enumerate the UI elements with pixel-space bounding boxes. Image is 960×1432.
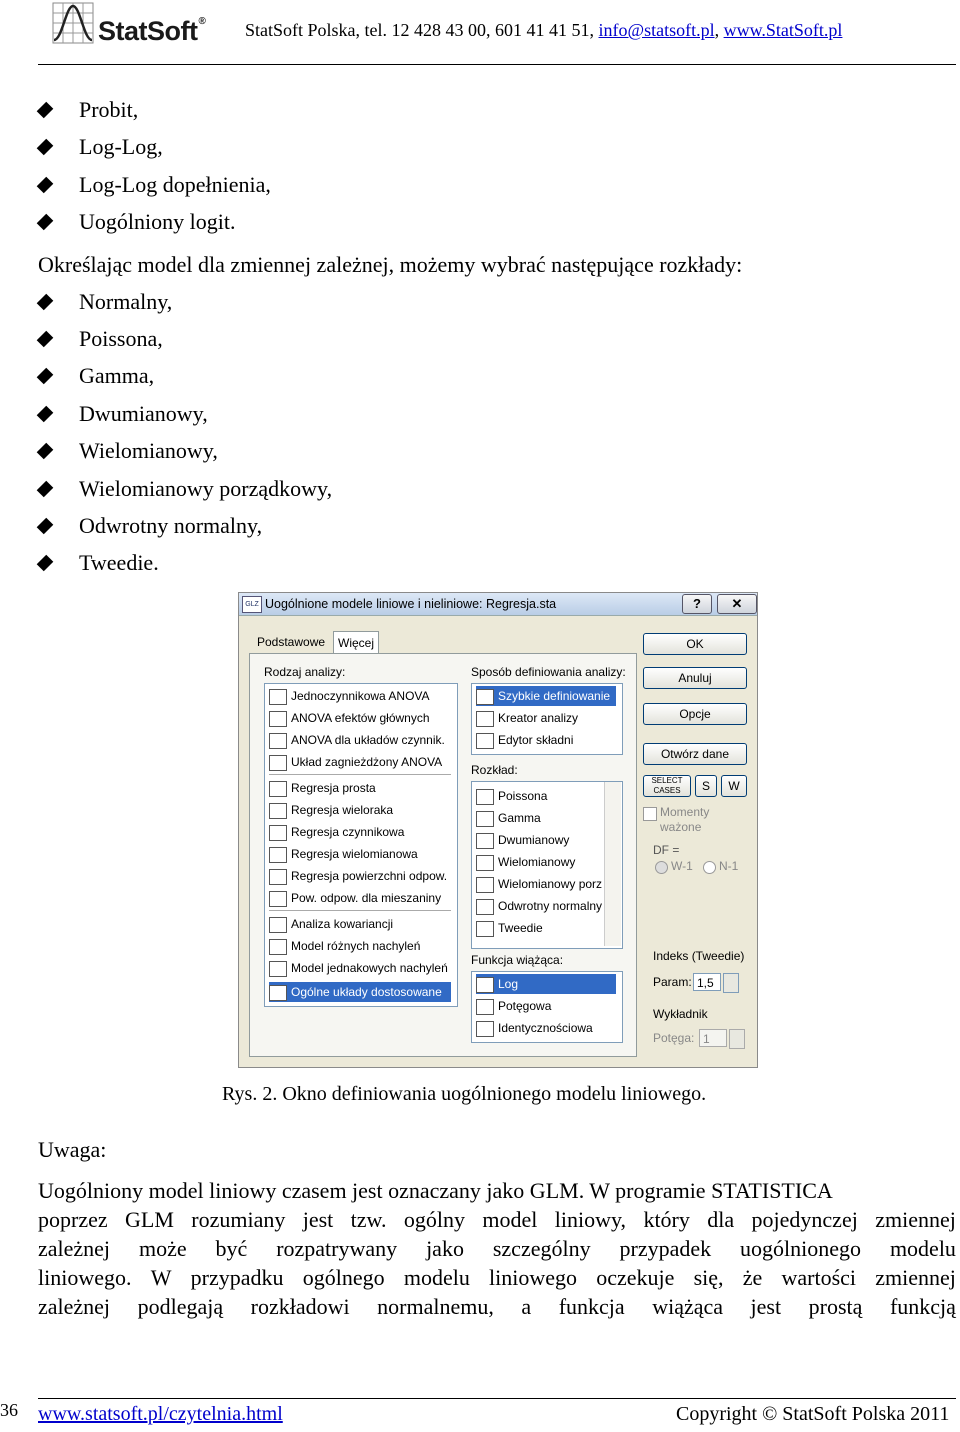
list-item: Log-Log dopełnienia, [79, 172, 271, 197]
covariance-icon [269, 917, 287, 933]
statsoft-logo-mark-icon [52, 2, 94, 44]
select-cases-button[interactable]: SELECT CASES [643, 775, 691, 797]
tweedie-index-label: Indeks (Tweedie) [653, 949, 745, 963]
df-w1-label: W-1 [671, 859, 693, 873]
power-input[interactable]: 1 [699, 1029, 727, 1047]
distribution-item[interactable]: Odwrotny normalny [476, 896, 602, 916]
analysis-item[interactable]: Pow. odpow. dla mieszaniny [269, 888, 441, 908]
analysis-item[interactable]: ANOVA efektów głównych [269, 708, 430, 728]
tab-wiecej[interactable]: Więcej [333, 631, 379, 654]
analysis-item[interactable]: Jednoczynnikowa ANOVA [269, 686, 430, 706]
analysis-item[interactable]: Regresja wielomianowa [269, 844, 418, 864]
histogram-icon [476, 921, 494, 937]
exponent-label: Wykładnik [653, 1007, 708, 1021]
header-contact [245, 20, 842, 41]
df-label: DF = [653, 843, 680, 857]
regression-factorial-icon [269, 825, 287, 841]
analysis-item[interactable]: Model różnych nachyleń [269, 936, 420, 956]
distribution-item[interactable]: Wielomianowy [476, 852, 575, 872]
df-n1-label: N-1 [719, 859, 739, 873]
df-w1-radio[interactable] [655, 861, 668, 874]
page-number: 36 [0, 1400, 18, 1420]
anova-oneway-icon [269, 689, 287, 705]
curve-icon [476, 811, 494, 827]
dialog-titlebar [239, 593, 757, 616]
logo-registered: ® [198, 16, 206, 27]
bullet-icon [37, 331, 54, 348]
footer-url-link[interactable]: www.statsoft.pl/czytelnia.html [38, 1403, 283, 1425]
header-company: StatSoft Polska, tel. 12 428 43 00, 601 41 41 51, [245, 20, 595, 40]
bullet-icon [37, 443, 54, 460]
link-item[interactable]: Potęgowa [476, 996, 551, 1016]
distribution-list [471, 781, 623, 949]
footer-copyright: Copyright © StatSoft Polska 2011 [676, 1403, 950, 1425]
analysis-item-selected[interactable]: Ogólne układy dostosowane [269, 982, 451, 1002]
list-item: Tweedie. [79, 550, 159, 575]
list-separator [269, 774, 451, 775]
link-item[interactable]: Identycznościowa [476, 1018, 593, 1038]
paragraph-line: liniowego. W przypadku ogólnego modelu liniowego oczekuje się, że wartości zmiennej [38, 1265, 956, 1290]
spec-item[interactable]: Kreator analizy [476, 708, 578, 728]
header-email-link[interactable]: info@statsoft.pl [598, 20, 715, 40]
power-spinner[interactable] [729, 1029, 745, 1049]
spec-item[interactable]: Edytor składni [476, 730, 573, 750]
paragraph-line: poprzez GLM rozumiany jest tzw. ogólny model liniowy, który dla pojedynczej zmiennej [38, 1207, 956, 1232]
dialog-title: Uogólnione modele liniowe i nieliniowe: Regresja.sta [265, 597, 557, 611]
analysis-item[interactable]: Układ zagnieżdżony ANOVA [269, 752, 442, 772]
mixture-surface-icon [269, 891, 287, 907]
link-function-list [471, 971, 623, 1043]
open-data-button[interactable]: Otwórz dane [643, 743, 747, 765]
s-button[interactable]: S [695, 775, 717, 797]
bullet-icon [37, 177, 54, 194]
distribution-item[interactable]: Gamma [476, 808, 541, 828]
analysis-item[interactable]: Regresja powierzchni odpow. [269, 866, 447, 886]
power-curve-icon [476, 999, 494, 1015]
list-item: Log-Log, [79, 134, 163, 159]
ok-button[interactable]: OK [643, 633, 747, 655]
help-button[interactable]: ? [682, 594, 712, 614]
bullet-icon [37, 518, 54, 535]
quick-specs-icon [476, 689, 494, 705]
spec-method-label: Sposób definiowania analizy: [471, 665, 626, 679]
note-heading: Uwaga: [38, 1137, 107, 1162]
df-n1-radio[interactable] [703, 861, 716, 874]
spec-method-list [471, 683, 623, 755]
analysis-item[interactable]: Model jednakowych nachyleń [269, 958, 448, 978]
distribution-item[interactable]: Tweedie [476, 918, 543, 938]
close-button[interactable]: ✕ [717, 594, 757, 614]
header-separator: , [714, 20, 720, 40]
footer-rule [38, 1398, 956, 1399]
cancel-button[interactable]: Anuluj [643, 667, 747, 689]
histogram-icon [476, 789, 494, 805]
bullet-icon [37, 406, 54, 423]
histogram-icon [476, 877, 494, 893]
bullet-icon [37, 555, 54, 572]
bullet-icon [37, 368, 54, 385]
list-item: Probit, [79, 97, 139, 122]
anova-factorial-icon [269, 733, 287, 749]
link-item-selected[interactable]: Log [476, 974, 616, 994]
regression-polynomial-icon [269, 847, 287, 863]
separate-slopes-icon [269, 939, 287, 955]
param-input[interactable]: 1,5 [693, 973, 721, 991]
list-item: Wielomianowy porządkowy, [79, 476, 333, 501]
list-item: Dwumianowy, [79, 401, 208, 426]
list-item: Gamma, [79, 363, 155, 388]
analysis-type-label: Rodzaj analizy: [264, 665, 346, 679]
all-designs-icon [269, 985, 287, 1001]
identity-line-icon [476, 1021, 494, 1037]
analysis-type-list [264, 683, 458, 1007]
power-label: Potęga: [653, 1031, 695, 1045]
tab-podstawowe[interactable]: Podstawowe [257, 635, 326, 649]
logo-text: StatSoft [98, 16, 198, 46]
homogeneous-slopes-icon [269, 961, 287, 977]
list-item: Wielomianowy, [79, 438, 218, 463]
header-website-link[interactable]: www.StatSoft.pl [723, 20, 843, 40]
log-curve-icon [476, 977, 494, 993]
paragraph-line: zależnej podlegają rozkładowi normalnemu, a funkcja wiążąca jest prostą funkcją [38, 1294, 956, 1319]
list-separator [269, 910, 451, 911]
w-button[interactable]: W [721, 775, 747, 797]
analysis-item[interactable]: ANOVA dla układów czynnik. [269, 730, 445, 750]
syntax-editor-icon [476, 733, 494, 749]
list-item: Odwrotny normalny, [79, 513, 263, 538]
weighted-moments-checkbox[interactable] [643, 807, 657, 821]
spec-item-selected[interactable]: Szybkie definiowanie [476, 686, 616, 706]
anova-main-icon [269, 711, 287, 727]
regression-multiple-icon [269, 803, 287, 819]
options-button[interactable]: Opcje [643, 703, 747, 725]
list-item: Normalny, [79, 289, 173, 314]
curve-icon [476, 899, 494, 915]
histogram-icon [476, 855, 494, 871]
analysis-item[interactable]: Analiza kowariancji [269, 914, 393, 934]
bullet-icon [37, 102, 54, 119]
anova-nested-icon [269, 755, 287, 771]
link-function-label: Funkcja wiążąca: [471, 953, 564, 967]
paragraph-distributions-intro: Określając model dla zmiennej zależnej, możemy wybrać następujące rozkłady: [38, 252, 743, 277]
header-rule [38, 64, 956, 65]
paragraph-line: zależnej może być rozpatrywany jako szczególny przypadek uogólnionego modelu [38, 1236, 956, 1261]
weighted-moments-label: Momenty ważone [660, 805, 710, 834]
analysis-item[interactable]: Regresja prosta [269, 778, 376, 798]
bullet-icon [37, 294, 54, 311]
paragraph-line: Uogólniony model liniowy czasem jest oznaczany jako GLM. W programie STATISTICA [38, 1178, 833, 1203]
regression-simple-icon [269, 781, 287, 797]
distribution-item[interactable]: Wielomianowy porz [476, 874, 602, 894]
param-spinner[interactable] [723, 973, 739, 993]
param-label: Param: [653, 975, 692, 989]
bullet-icon [37, 481, 54, 498]
distribution-item[interactable]: Poissona [476, 786, 547, 806]
statsoft-logo [52, 2, 227, 46]
analysis-item[interactable]: Regresja czynnikowa [269, 822, 404, 842]
list-item: Uogólniony logit. [79, 209, 236, 234]
histogram-icon [476, 833, 494, 849]
analysis-item[interactable]: Regresja wieloraka [269, 800, 393, 820]
distribution-item[interactable]: Dwumianowy [476, 830, 569, 850]
distribution-label: Rozkład: [471, 763, 518, 777]
distribution-scrollbar[interactable] [604, 782, 621, 946]
glz-app-icon: GLZ [242, 596, 262, 613]
figure-caption: Rys. 2. Okno definiowania uogólnionego modelu liniowego. [222, 1083, 707, 1105]
bullet-icon [37, 139, 54, 156]
list-item: Poissona, [79, 326, 163, 351]
glz-dialog-window [238, 592, 758, 1068]
bullet-icon [37, 214, 54, 231]
response-surface-icon [269, 869, 287, 885]
wizard-icon [476, 711, 494, 727]
